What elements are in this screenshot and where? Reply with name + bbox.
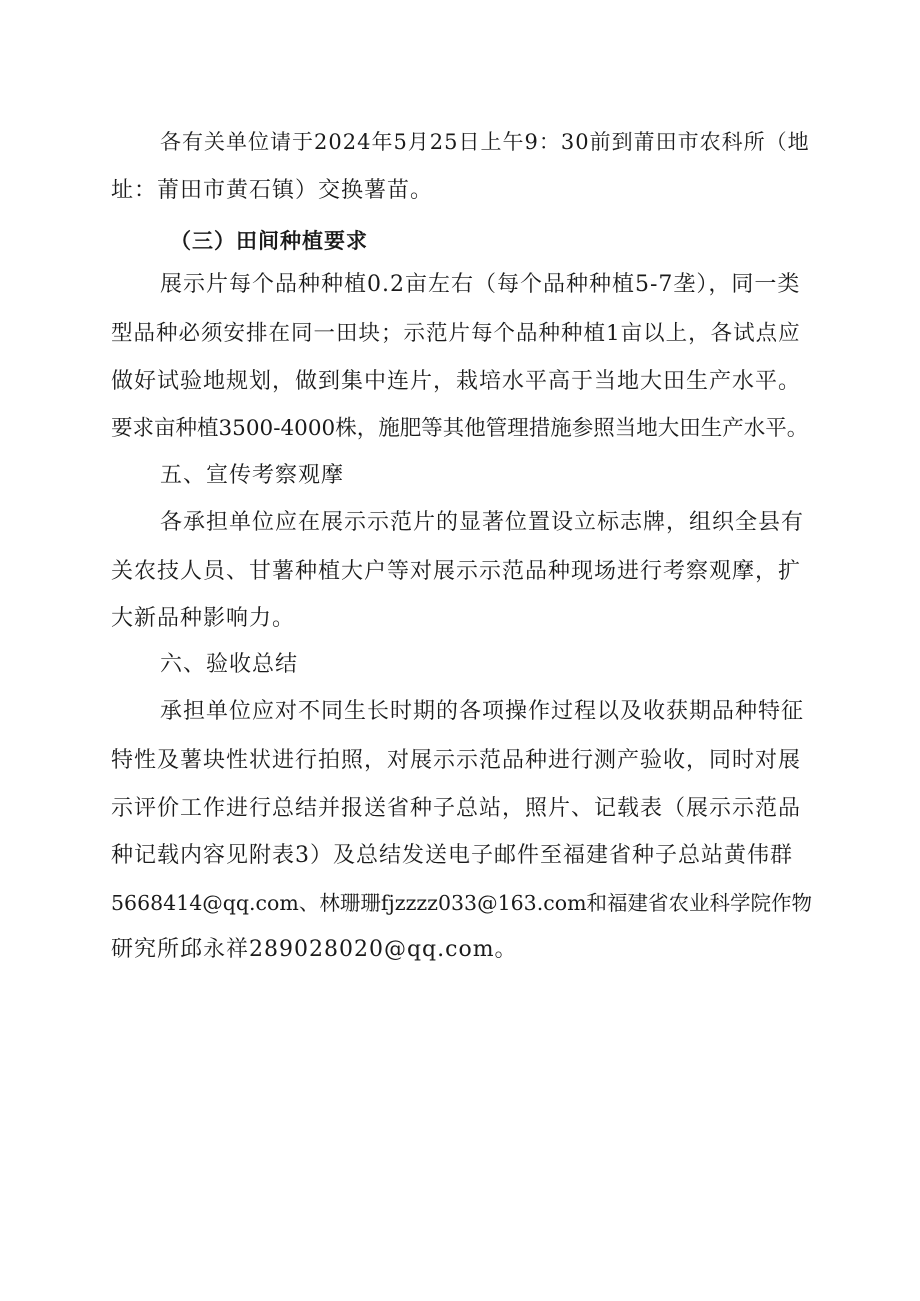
paragraph-4-line-3: 示评价工作进行总结并报送省种子总站，照片、记载表（展示示范品	[111, 796, 802, 821]
paragraph-1-line-1: 各有关单位请于2024年5月25日上午9：30前到莆田市农科所（地	[160, 130, 810, 154]
paragraph-2-line-3: 做好试验地规划，做到集中连片，栽培水平高于当地大田生产水平。	[111, 369, 802, 394]
paragraph-3-line-2: 关农技人员、甘薯种植大户等对展示示范品种现场进行考察观摩，扩	[111, 559, 802, 584]
paragraph-4-line-5: 5668414@qq.com、林珊珊fjzzzz033@163.com和福建省农业科学院作物	[111, 891, 813, 915]
paragraph-3-line-1: 各承担单位应在展示示范片的显著位置设立标志牌，组织全县有	[160, 510, 805, 535]
paragraph-4-line-6: 研究所邱永祥289028020@qq.com。	[111, 937, 518, 962]
paragraph-3-line-3: 大新品种影响力。	[111, 606, 296, 631]
subheading-field-planting-requirements: （三）田间种植要求	[170, 228, 368, 253]
section-5-title: 五、宣传考察观摩	[160, 463, 345, 488]
paragraph-2-line-4: 要求亩种植3500-4000株，施肥等其他管理措施参照当地大田生产水平。	[111, 416, 809, 441]
paragraph-2-line-2: 型品种必须安排在同一田块；示范片每个品种种植1亩以上，各试点应	[111, 321, 801, 346]
paragraph-4-line-1: 承担单位应对不同生长时期的各项操作过程以及收获期品种特征	[160, 699, 805, 724]
paragraph-1-line-2: 址：莆田市黄石镇）交换薯苗。	[111, 178, 434, 203]
section-6-title: 六、验收总结	[160, 652, 299, 677]
paragraph-4-line-4: 种记载内容见附表3）及总结发送电子邮件至福建省种子总站黄伟群	[111, 843, 793, 868]
paragraph-4-line-2: 特性及薯块性状进行拍照，对展示示范品种进行测产验收，同时对展	[111, 748, 802, 773]
paragraph-2-line-1: 展示片每个品种种植0.2亩左右（每个品种种植5-7垄），同一类	[160, 272, 801, 297]
